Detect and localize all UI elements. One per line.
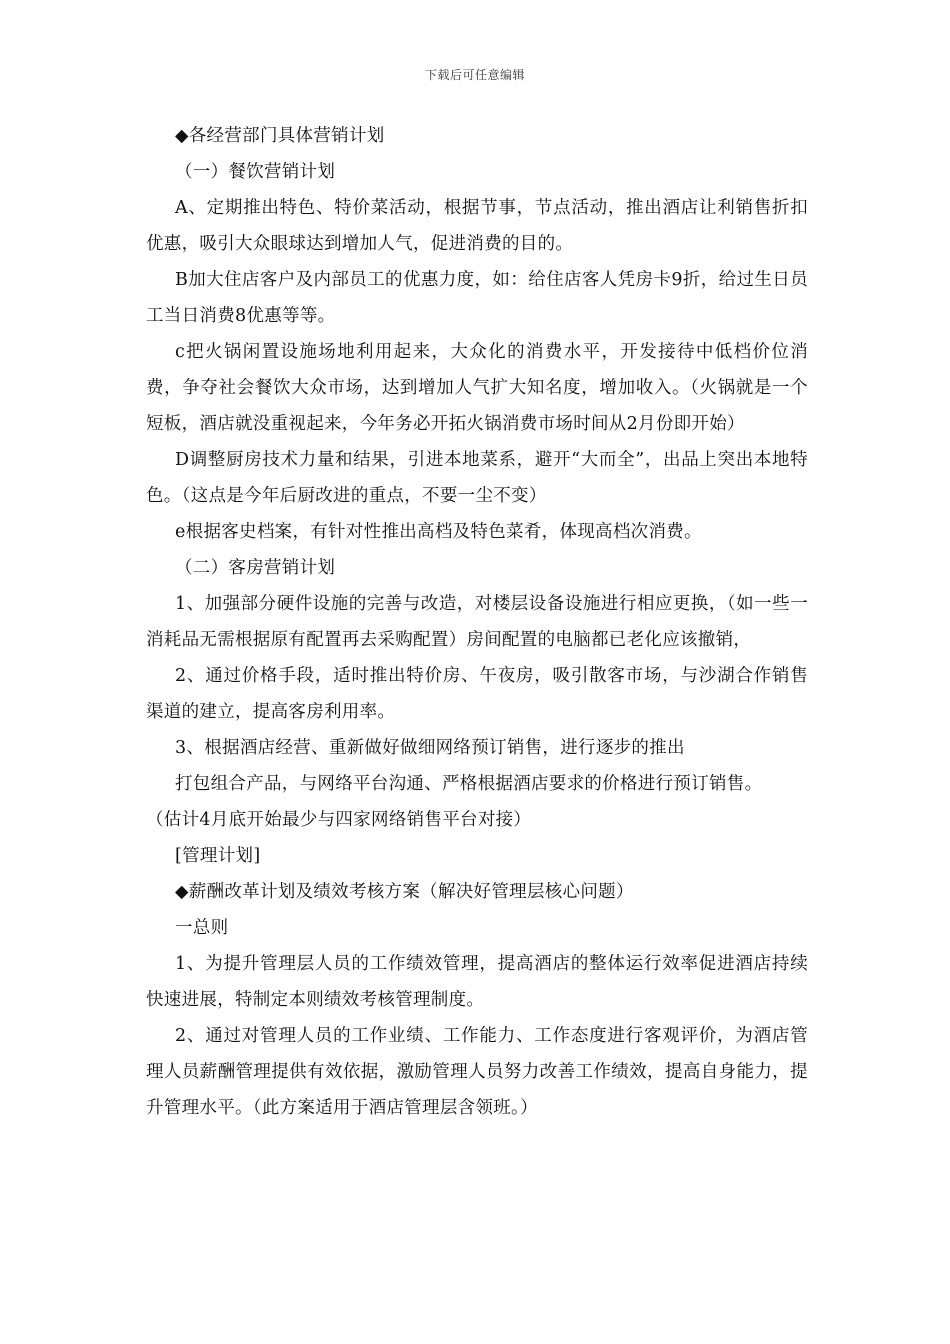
paragraph-general-1: 1、为提升管理层人员的工作绩效管理，提高酒店的整体运行效率促进酒店持续快速进展，特制定本则绩效考核管理制度。 <box>146 954 808 1010</box>
subsection-heading-general: 一总则 <box>175 918 229 938</box>
paragraph-general-2: 2、通过对管理人员的工作业绩、工作能力、工作态度进行客观评价，为酒店管理人员薪酬管理提供有效依据，激励管理人员努力改善工作绩效，提高自身能力，提升管理水平。（此方案适用于酒店管理层含领班。） <box>146 1026 808 1118</box>
section-heading-management: [管理计划] <box>175 846 261 866</box>
paragraph-rooms-note: （估计4月底开始最少与四家网络销售平台对接） <box>146 810 532 830</box>
paragraph-catering-c: c把火锅闲置设施场地利用起来，大众化的消费水平，开发接待中低档价位消费，争夺社会餐饮大众市场，达到增加人气扩大知名度，增加收入。（火锅就是一个短板，酒店就没重视起来，今年务必开拓火锅消费市场时间从2月份即开始） <box>146 342 808 434</box>
paragraph-rooms-2: 2、通过价格手段，适时推出特价房、午夜房，吸引散客市场，与沙湖合作销售渠道的建立，提高客房利用率。 <box>146 666 808 722</box>
page-header: 下载后可任意编辑 <box>424 68 525 82</box>
paragraph-rooms-3-cont: 打包组合产品，与网络平台沟通、严格根据酒店要求的价格进行预订销售。 <box>175 774 763 794</box>
paragraph-rooms-1: 1、加强部分硬件设施的完善与改造，对楼层设备设施进行相应更换，（如一些一消耗品无需根据原有配置再去采购配置）房间配置的电脑都已老化应该撤销， <box>146 594 808 650</box>
paragraph-catering-a: A、定期推出特色、特价菜活动，根据节事，节点活动，推出酒店让利销售折扣优惠，吸引大众眼球达到增加人气，促进消费的目的。 <box>146 198 808 254</box>
paragraph-rooms-3: 3、根据酒店经营、重新做好做细网络预订销售，进行逐步的推出 <box>175 738 685 758</box>
section-heading-salary-reform: ◆薪酬改革计划及绩效考核方案（解决好管理层核心问题） <box>175 882 634 902</box>
paragraph-catering-b: B加大住店客户及内部员工的优惠力度，如：给住店客人凭房卡9折，给过生日员工当日消费8优惠等等。 <box>146 270 808 326</box>
paragraph-catering-e: e根据客史档案，有针对性推出高档及特色菜肴，体现高档次消费。 <box>175 522 702 542</box>
subsection-heading-catering: （一）餐饮营销计划 <box>175 162 336 182</box>
document-body <box>146 118 808 1126</box>
section-heading-marketing: ◆各经营部门具体营销计划 <box>175 126 385 146</box>
paragraph-catering-d: D调整厨房技术力量和结果，引进本地菜系，避开“大而全”，出品上突出本地特色。（这点是今年后厨改进的重点，不要一尘不变） <box>146 450 808 506</box>
subsection-heading-rooms: （二）客房营销计划 <box>175 558 336 578</box>
